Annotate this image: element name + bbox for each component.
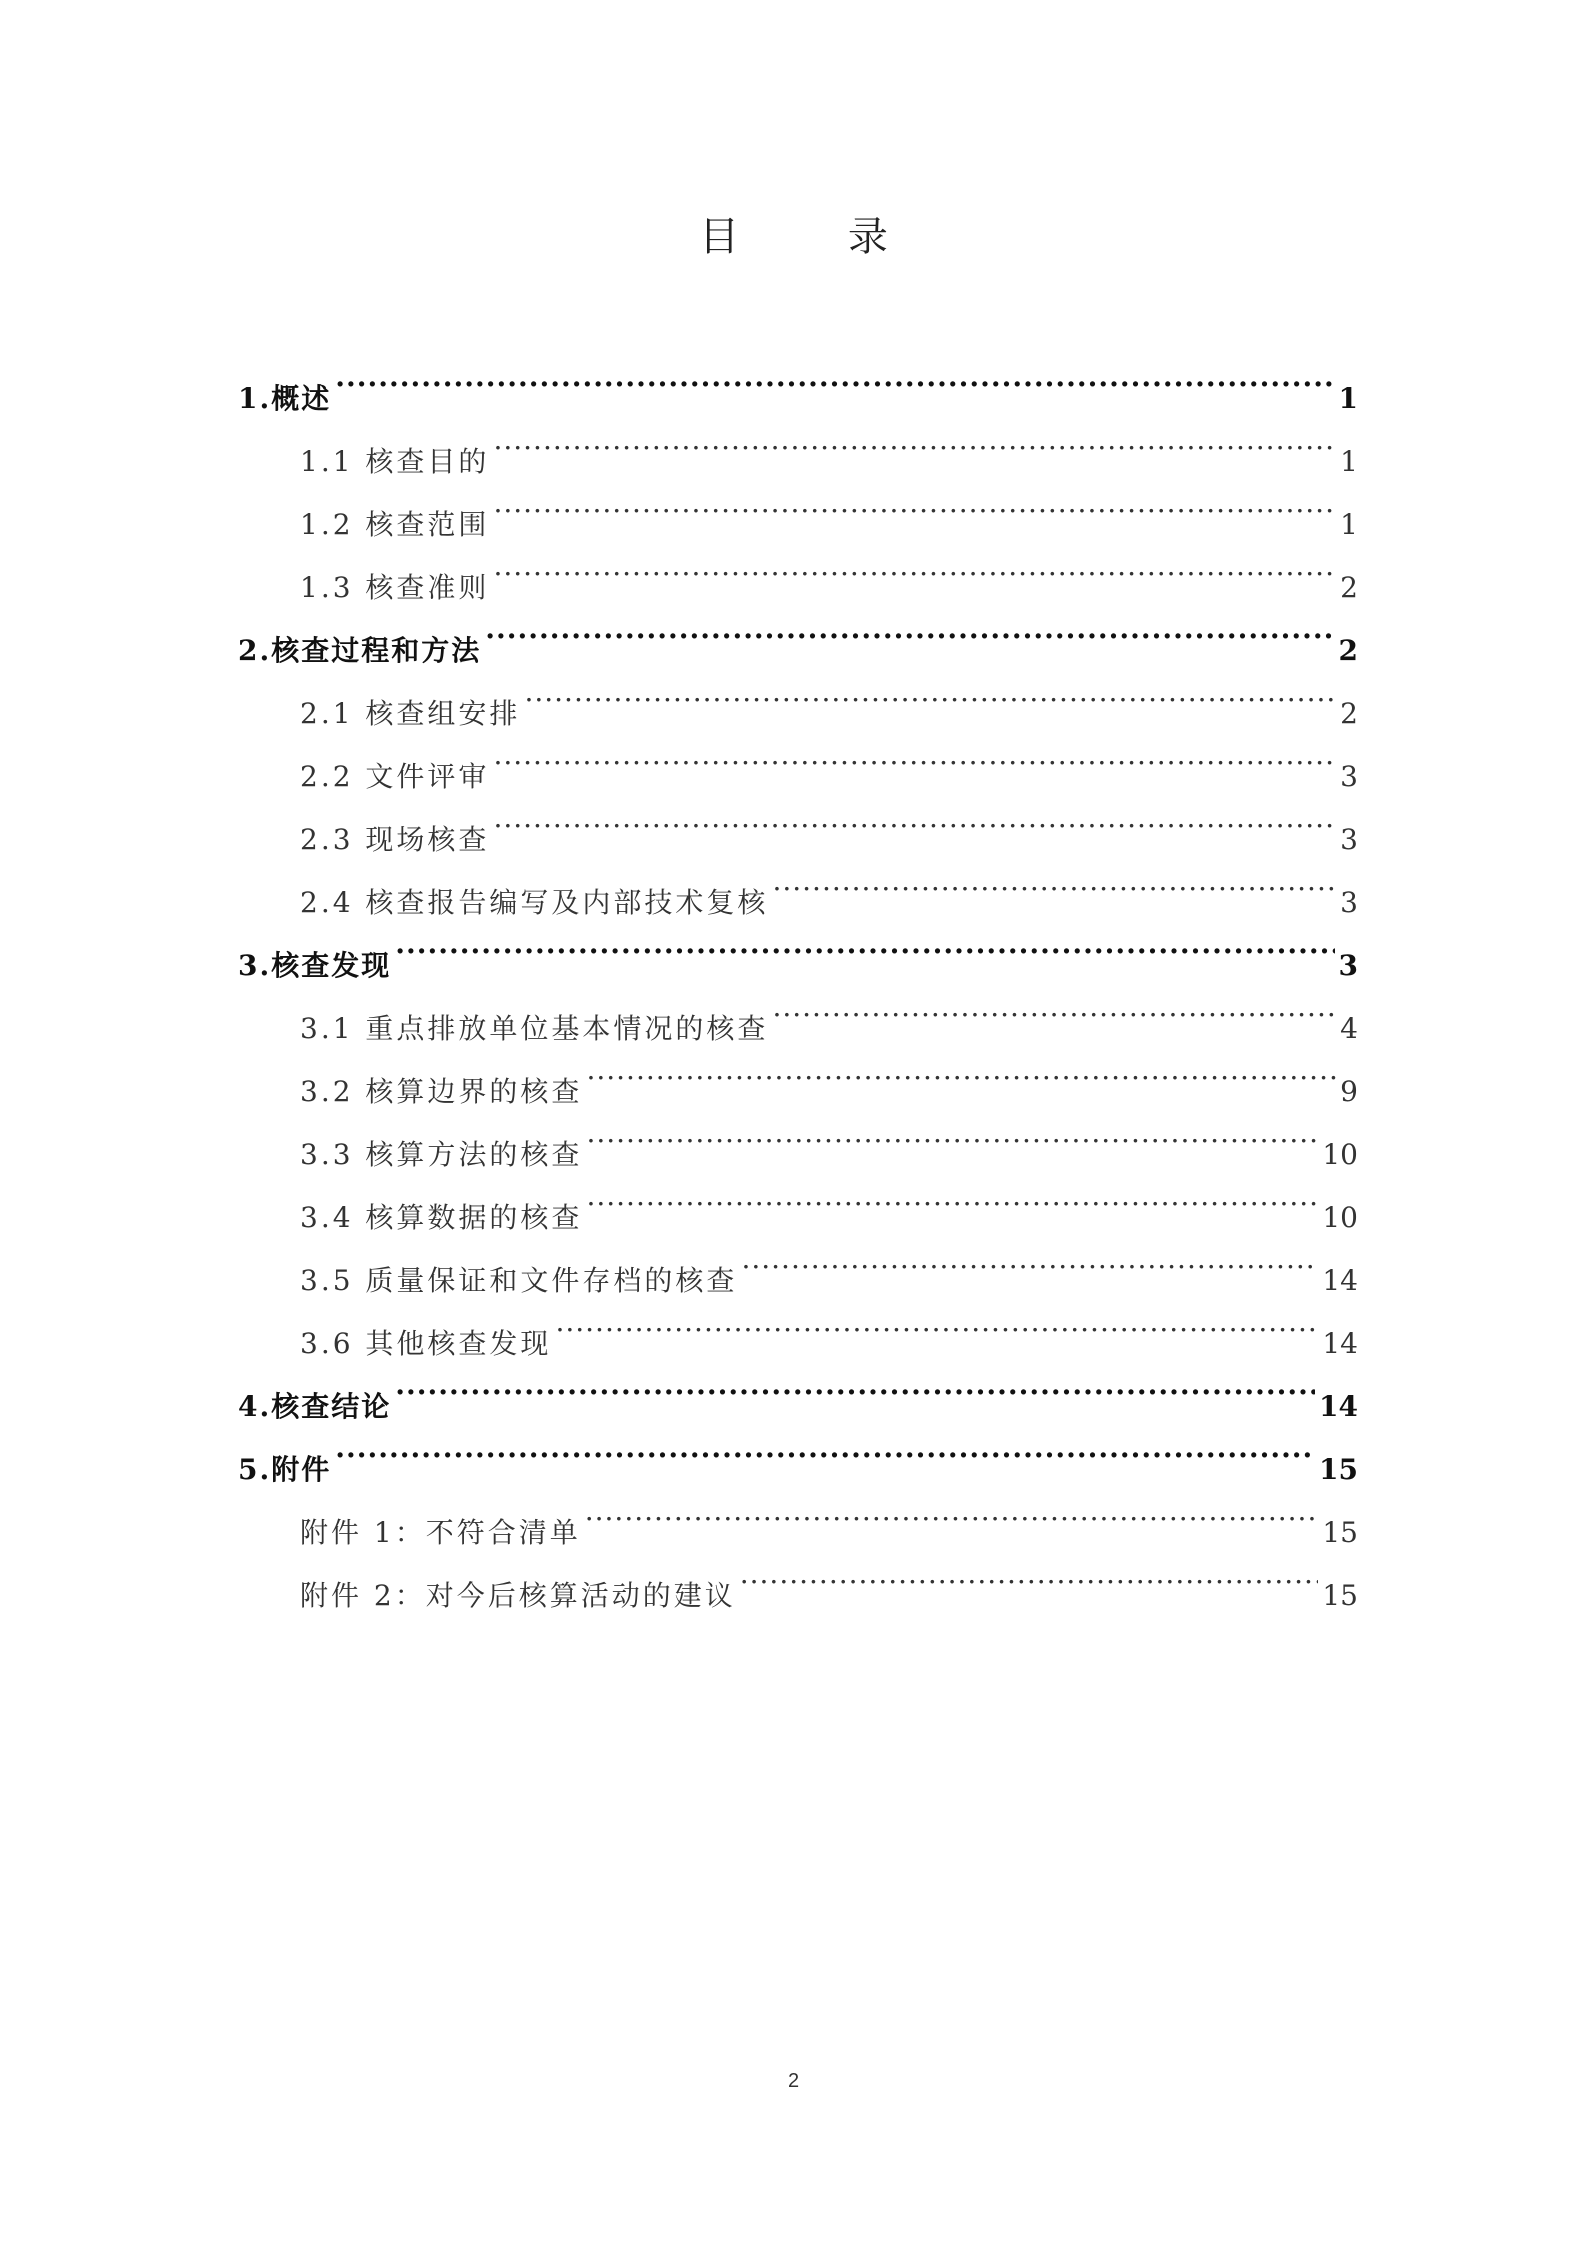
toc-entry-label: 2.1 核查组安排 [300, 697, 521, 730]
toc-dot-leader [493, 408, 1336, 471]
toc-entry[interactable] [238, 345, 1358, 415]
toc-entry-label: 1.概述 [238, 382, 332, 415]
toc-entry-label: 3.3 核算方法的核查 [300, 1138, 583, 1171]
toc-entry-label: 2.核查过程和方法 [238, 634, 482, 667]
toc-entry-label: 3.6 其他核查发现 [300, 1327, 552, 1360]
toc-entry-page: 10 [1322, 1201, 1358, 1234]
toc-entry-label: 附件 1：不符合清单 [300, 1516, 581, 1549]
toc-dot-leader [740, 1542, 1319, 1605]
page-title: 目 录 [699, 214, 936, 260]
toc-entry-page: 3 [1340, 823, 1358, 856]
toc-dot-leader [485, 597, 1334, 660]
toc-entry-label: 1.3 核查准则 [300, 571, 490, 604]
toc-entry[interactable] [238, 912, 1358, 982]
toc-dot-leader [395, 912, 1334, 975]
toc-dot-leader [493, 723, 1336, 786]
toc-entry-label: 3.核查发现 [238, 949, 392, 982]
toc-dot-leader [493, 534, 1336, 597]
toc-entry-label: 1.2 核查范围 [300, 508, 490, 541]
toc-dot-leader [586, 1038, 1336, 1101]
toc-dot-leader [493, 786, 1336, 849]
toc-entry-page: 14 [1322, 1264, 1358, 1297]
toc-entry-label: 2.3 现场核查 [300, 823, 490, 856]
page-number: 2 [787, 2070, 800, 2092]
toc-entry-label: 3.2 核算边界的核查 [300, 1075, 583, 1108]
toc-entry[interactable] [238, 1353, 1358, 1423]
toc-dot-leader [586, 1101, 1318, 1164]
toc-entry-page: 15 [1322, 1516, 1358, 1549]
toc-entry-page: 14 [1319, 1390, 1358, 1423]
toc-entry-page: 2 [1340, 571, 1358, 604]
table-of-contents [238, 345, 1358, 1612]
toc-entry-page: 14 [1322, 1327, 1358, 1360]
toc-entry-page: 1 [1340, 445, 1358, 478]
toc-entry-page: 4 [1340, 1012, 1358, 1045]
toc-dot-leader [772, 975, 1336, 1038]
toc-entry-page: 3 [1340, 886, 1358, 919]
toc-dot-leader [741, 1227, 1318, 1290]
toc-entry-label: 1.1 核查目的 [300, 445, 490, 478]
toc-entry-page: 9 [1340, 1075, 1358, 1108]
toc-entry-label: 4.核查结论 [238, 1390, 392, 1423]
toc-entry[interactable] [238, 1479, 1358, 1549]
toc-dot-leader [585, 1479, 1319, 1542]
toc-entry-page: 2 [1338, 634, 1358, 667]
toc-entry-page: 3 [1338, 949, 1358, 982]
toc-dot-leader [493, 471, 1336, 534]
toc-entry[interactable] [238, 408, 1358, 478]
toc-dot-leader [335, 1416, 1315, 1479]
toc-entry-page: 15 [1322, 1579, 1358, 1612]
toc-entry-label: 3.4 核算数据的核查 [300, 1201, 583, 1234]
toc-entry-label: 5.附件 [238, 1453, 332, 1486]
toc-entry-label: 3.1 重点排放单位基本情况的核查 [300, 1012, 769, 1045]
toc-entry-label: 附件 2：对今后核算活动的建议 [300, 1579, 736, 1612]
toc-entry-page: 3 [1340, 760, 1358, 793]
toc-dot-leader [335, 345, 1334, 408]
toc-entry[interactable] [238, 1416, 1358, 1486]
toc-entry[interactable] [238, 975, 1358, 1045]
toc-dot-leader [772, 849, 1336, 912]
toc-entry-page: 10 [1322, 1138, 1358, 1171]
toc-entry-page: 2 [1340, 697, 1358, 730]
toc-entry-page: 1 [1338, 382, 1358, 415]
toc-dot-leader [395, 1353, 1315, 1416]
toc-dot-leader [524, 660, 1336, 723]
toc-entry-label: 3.5 质量保证和文件存档的核查 [300, 1264, 738, 1297]
toc-entry-label: 2.4 核查报告编写及内部技术复核 [300, 886, 769, 919]
toc-entry-page: 15 [1319, 1453, 1358, 1486]
toc-entry-page: 1 [1340, 508, 1358, 541]
toc-dot-leader [555, 1290, 1318, 1353]
toc-entry-label: 2.2 文件评审 [300, 760, 490, 793]
toc-dot-leader [586, 1164, 1318, 1227]
